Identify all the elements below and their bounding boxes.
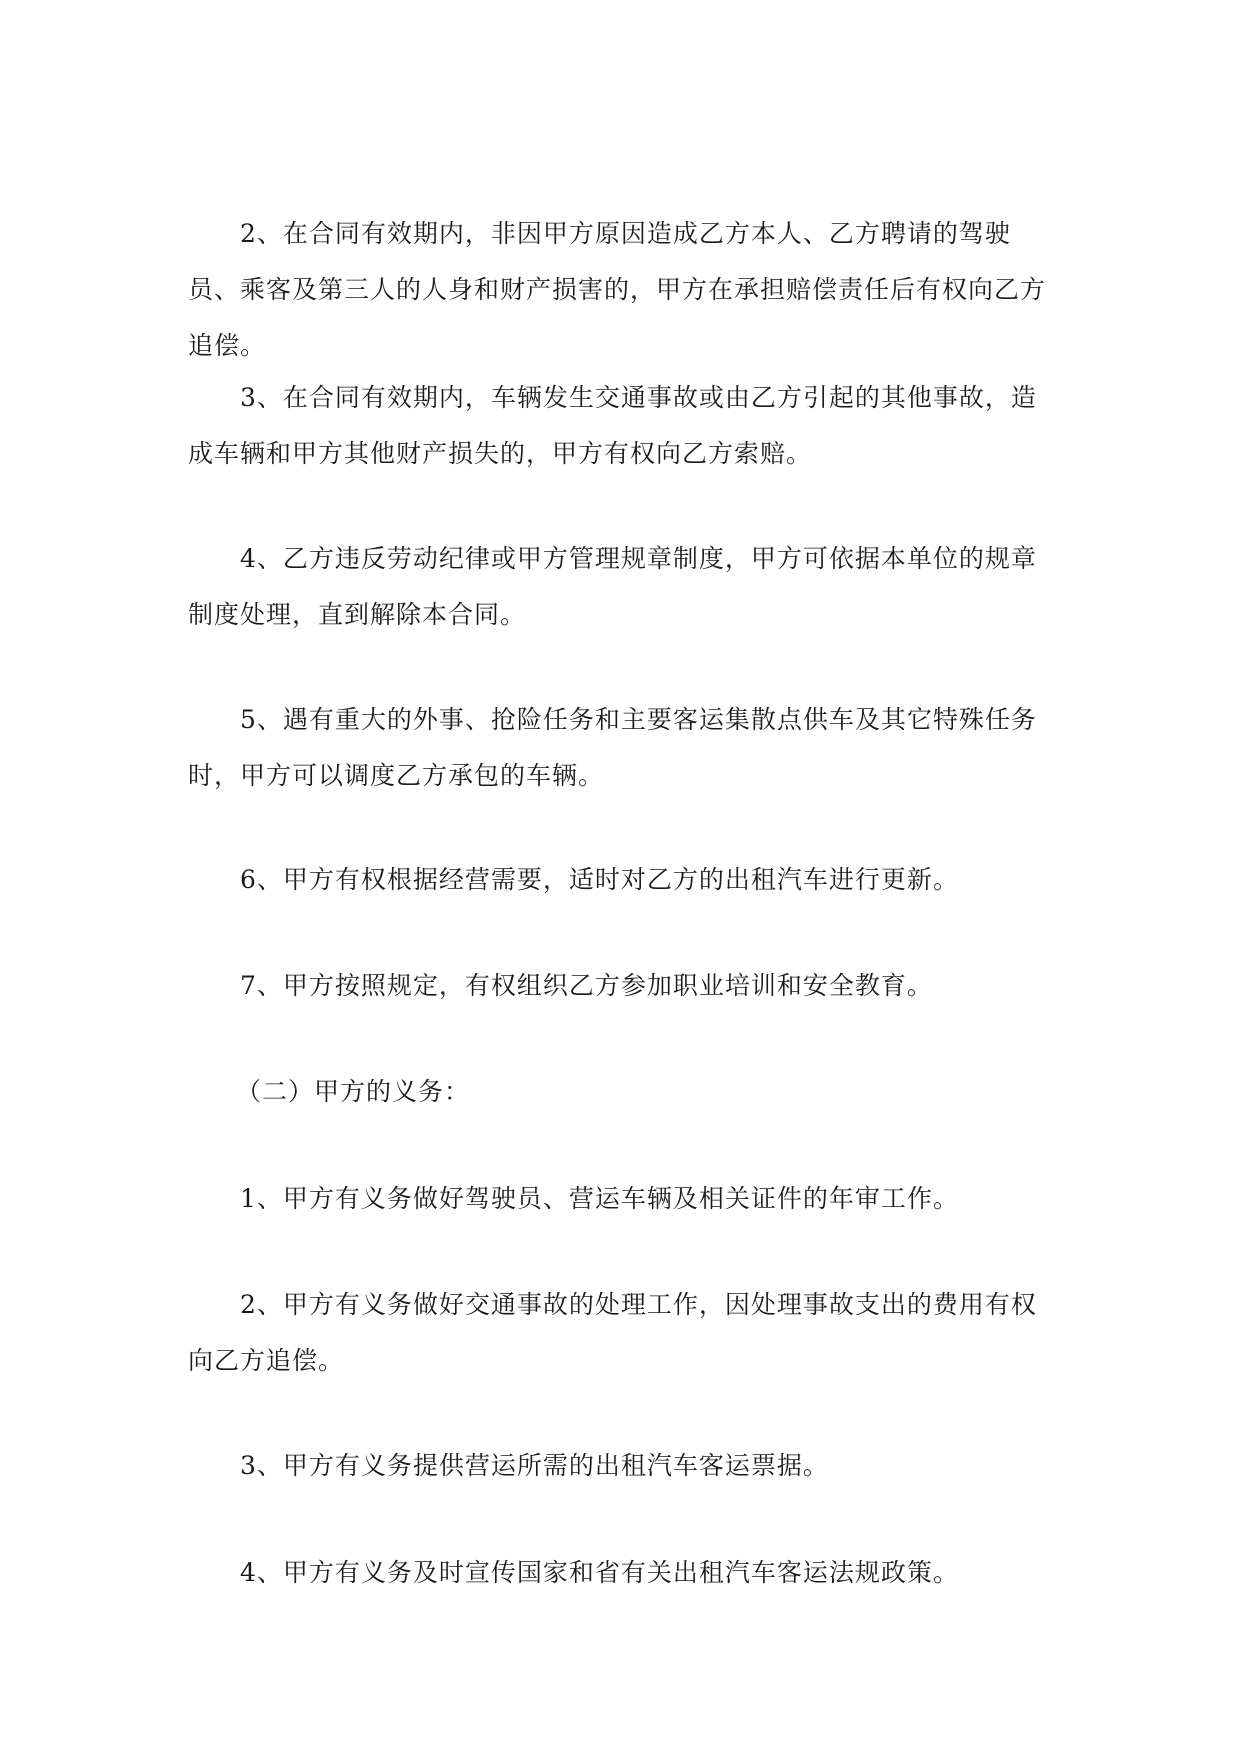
paragraph-right-2: 2、在合同有效期内，非因甲方原因造成乙方本人、乙方聘请的驾驶员、乘客及第三人的人身和财产损害的，甲方在承担赔偿责任后有权向乙方追偿。: [188, 219, 1047, 360]
paragraph-right-5: 5、遇有重大的外事、抢险任务和主要客运集散点供车及其它特殊任务时，甲方可以调度乙方承包的车辆。: [188, 705, 1037, 790]
section-heading-obligations: （二）甲方的义务：: [236, 1077, 471, 1106]
paragraph-duty-3: 3、甲方有义务提供营运所需的出租汽车客运票据。: [240, 1451, 829, 1480]
paragraph-right-3: 3、在合同有效期内，车辆发生交通事故或由乙方引起的其他事故，造成车辆和甲方其他财产损失的，甲方有权向乙方索赔。: [188, 383, 1037, 468]
paragraph-right-4: 4、乙方违反劳动纪律或甲方管理规章制度，甲方可依据本单位的规章制度处理，直到解除本合同。: [188, 544, 1037, 629]
paragraph-right-7: 7、甲方按照规定，有权组织乙方参加职业培训和安全教育。: [240, 971, 933, 1000]
paragraph-right-6: 6、甲方有权根据经营需要，适时对乙方的出租汽车进行更新。: [240, 865, 959, 894]
paragraph-duty-2: 2、甲方有义务做好交通事故的处理工作，因处理事故支出的费用有权向乙方追偿。: [188, 1290, 1037, 1375]
paragraph-duty-4: 4、甲方有义务及时宣传国家和省有关出租汽车客运法规政策。: [240, 1558, 959, 1587]
paragraph-duty-1: 1、甲方有义务做好驾驶员、营运车辆及相关证件的年审工作。: [240, 1184, 959, 1213]
